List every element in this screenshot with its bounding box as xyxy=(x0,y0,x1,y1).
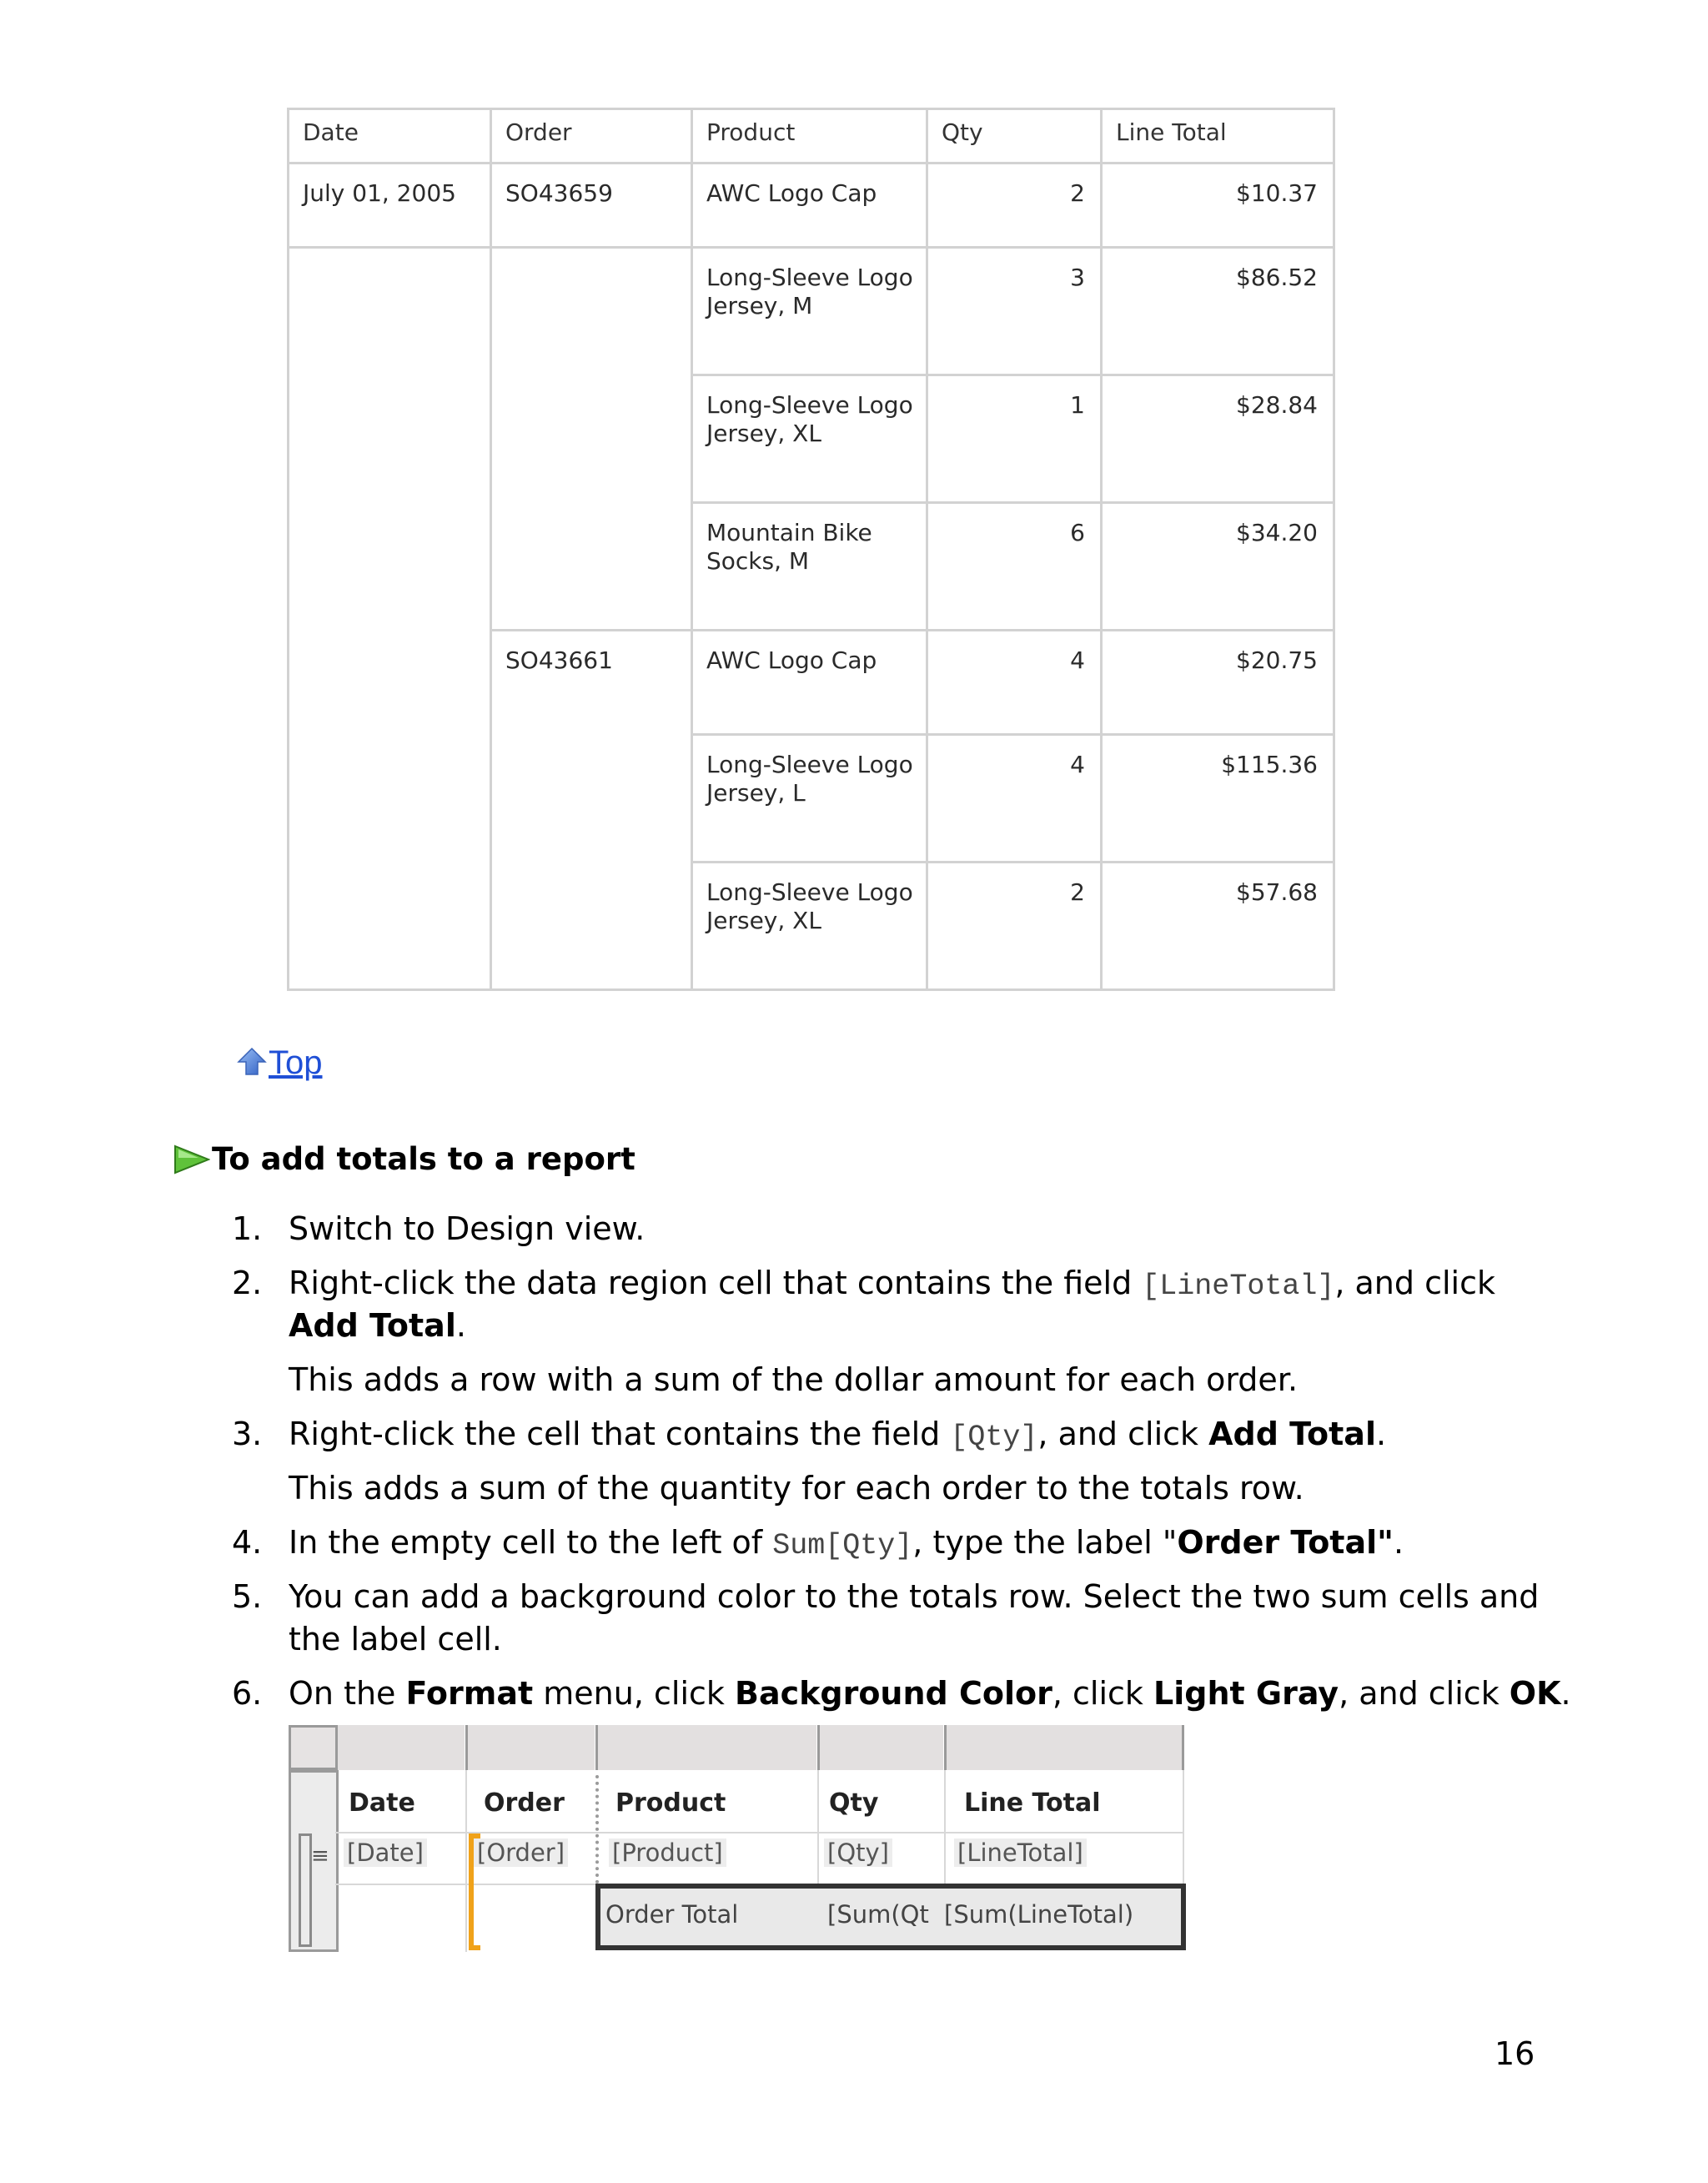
product-cell: Mountain Bike Socks, M xyxy=(692,503,927,631)
table-row xyxy=(289,248,1334,375)
table-header-row xyxy=(289,109,1334,163)
line-total-cell: $28.84 xyxy=(1102,375,1334,503)
green-triangle-icon xyxy=(173,1144,210,1174)
designer-field[interactable]: [Date] xyxy=(344,1838,427,1867)
page-number: 16 xyxy=(1494,2035,1535,2072)
code-linetotal: [LineTotal] xyxy=(1142,1270,1335,1303)
step-number: 4. xyxy=(232,1524,263,1561)
designer-header: Qty xyxy=(829,1788,879,1818)
product-cell: Long-Sleeve Logo Jersey, L xyxy=(692,735,927,863)
designer-header: Date xyxy=(349,1788,415,1818)
step-text: Right-click the cell that contains the field [Qty], and click Add Total. xyxy=(289,1416,1387,1454)
designer-column-handle[interactable] xyxy=(817,1725,944,1770)
up-arrow-icon[interactable] xyxy=(235,1046,269,1079)
qty-cell: 1 xyxy=(927,375,1102,503)
designer-field[interactable]: [LineTotal] xyxy=(954,1838,1087,1867)
designer-column-handle[interactable] xyxy=(335,1725,465,1770)
product-cell: AWC Logo Cap xyxy=(692,163,927,248)
step-number: 3. xyxy=(232,1416,263,1452)
column-header: Qty xyxy=(927,109,1102,163)
step-text: On the Format menu, click Background Color, click Light Gray, and click OK. xyxy=(289,1675,1571,1712)
step-text: Right-click the data region cell that contains the field [LineTotal], and click xyxy=(289,1265,1495,1303)
designer-header: Product xyxy=(615,1788,726,1818)
top-link[interactable]: Top xyxy=(269,1044,323,1081)
line-total-cell: $34.20 xyxy=(1102,503,1334,631)
column-header: Date xyxy=(289,109,491,163)
step-number: 2. xyxy=(232,1265,263,1301)
date-cell: July 01, 2005 xyxy=(289,163,491,248)
order-total-label[interactable]: Order Total xyxy=(605,1900,739,1929)
line-total-cell: $86.52 xyxy=(1102,248,1334,375)
qty-cell: 3 xyxy=(927,248,1102,375)
column-header: Line Total xyxy=(1102,109,1334,163)
line-total-cell: $20.75 xyxy=(1102,631,1334,735)
step-text: You can add a background color to the totals row. Select the two sum cells and xyxy=(289,1578,1540,1615)
details-row-icon: ≡ xyxy=(311,1843,329,1869)
step-text: Switch to Design view. xyxy=(289,1210,646,1247)
orders-report-table xyxy=(287,108,1335,991)
order-cell: SO43659 xyxy=(491,163,692,248)
product-cell: Long-Sleeve Logo Jersey, XL xyxy=(692,863,927,990)
designer-column-handle[interactable] xyxy=(944,1725,1184,1770)
procedure-title: To add totals to a report xyxy=(212,1141,635,1177)
qty-cell: 2 xyxy=(927,163,1102,248)
column-header: Order xyxy=(491,109,692,163)
product-cell: Long-Sleeve Logo Jersey, M xyxy=(692,248,927,375)
column-header: Product xyxy=(692,109,927,163)
add-total-label: Add Total xyxy=(289,1307,456,1344)
step-number: 1. xyxy=(232,1210,263,1247)
table-row xyxy=(289,163,1334,248)
order-cell: SO43661 xyxy=(491,631,692,990)
line-total-cell: $10.37 xyxy=(1102,163,1334,248)
date-cell xyxy=(289,248,491,990)
code-sum-qty: Sum[Qty] xyxy=(772,1529,913,1562)
designer-field[interactable]: [Qty] xyxy=(824,1838,892,1867)
group-bracket xyxy=(299,1833,312,1947)
designer-field[interactable]: [Order] xyxy=(474,1838,568,1867)
order-cell xyxy=(491,248,692,631)
code-qty: [Qty] xyxy=(950,1421,1038,1454)
step-number: 6. xyxy=(232,1675,263,1712)
sum-linetotal-field[interactable]: [Sum(LineTotal) xyxy=(944,1900,1134,1929)
qty-cell: 4 xyxy=(927,631,1102,735)
designer-header: Order xyxy=(484,1788,565,1818)
designer-header: Line Total xyxy=(964,1788,1101,1818)
qty-cell: 2 xyxy=(927,863,1102,990)
designer-column-handle[interactable] xyxy=(595,1725,817,1770)
qty-cell: 4 xyxy=(927,735,1102,863)
step-text: In the empty cell to the left of Sum[Qty], type the label "Order Total". xyxy=(289,1524,1404,1562)
qty-cell: 6 xyxy=(927,503,1102,631)
designer-field[interactable]: [Product] xyxy=(609,1838,726,1867)
line-total-cell: $57.68 xyxy=(1102,863,1334,990)
designer-column-handle[interactable] xyxy=(465,1725,595,1770)
report-designer-screenshot xyxy=(289,1725,1184,1952)
sum-qty-field[interactable]: [Sum(Qt xyxy=(827,1900,929,1929)
line-total-cell: $115.36 xyxy=(1102,735,1334,863)
product-cell: Long-Sleeve Logo Jersey, XL xyxy=(692,375,927,503)
step-number: 5. xyxy=(232,1578,263,1615)
product-cell: AWC Logo Cap xyxy=(692,631,927,735)
